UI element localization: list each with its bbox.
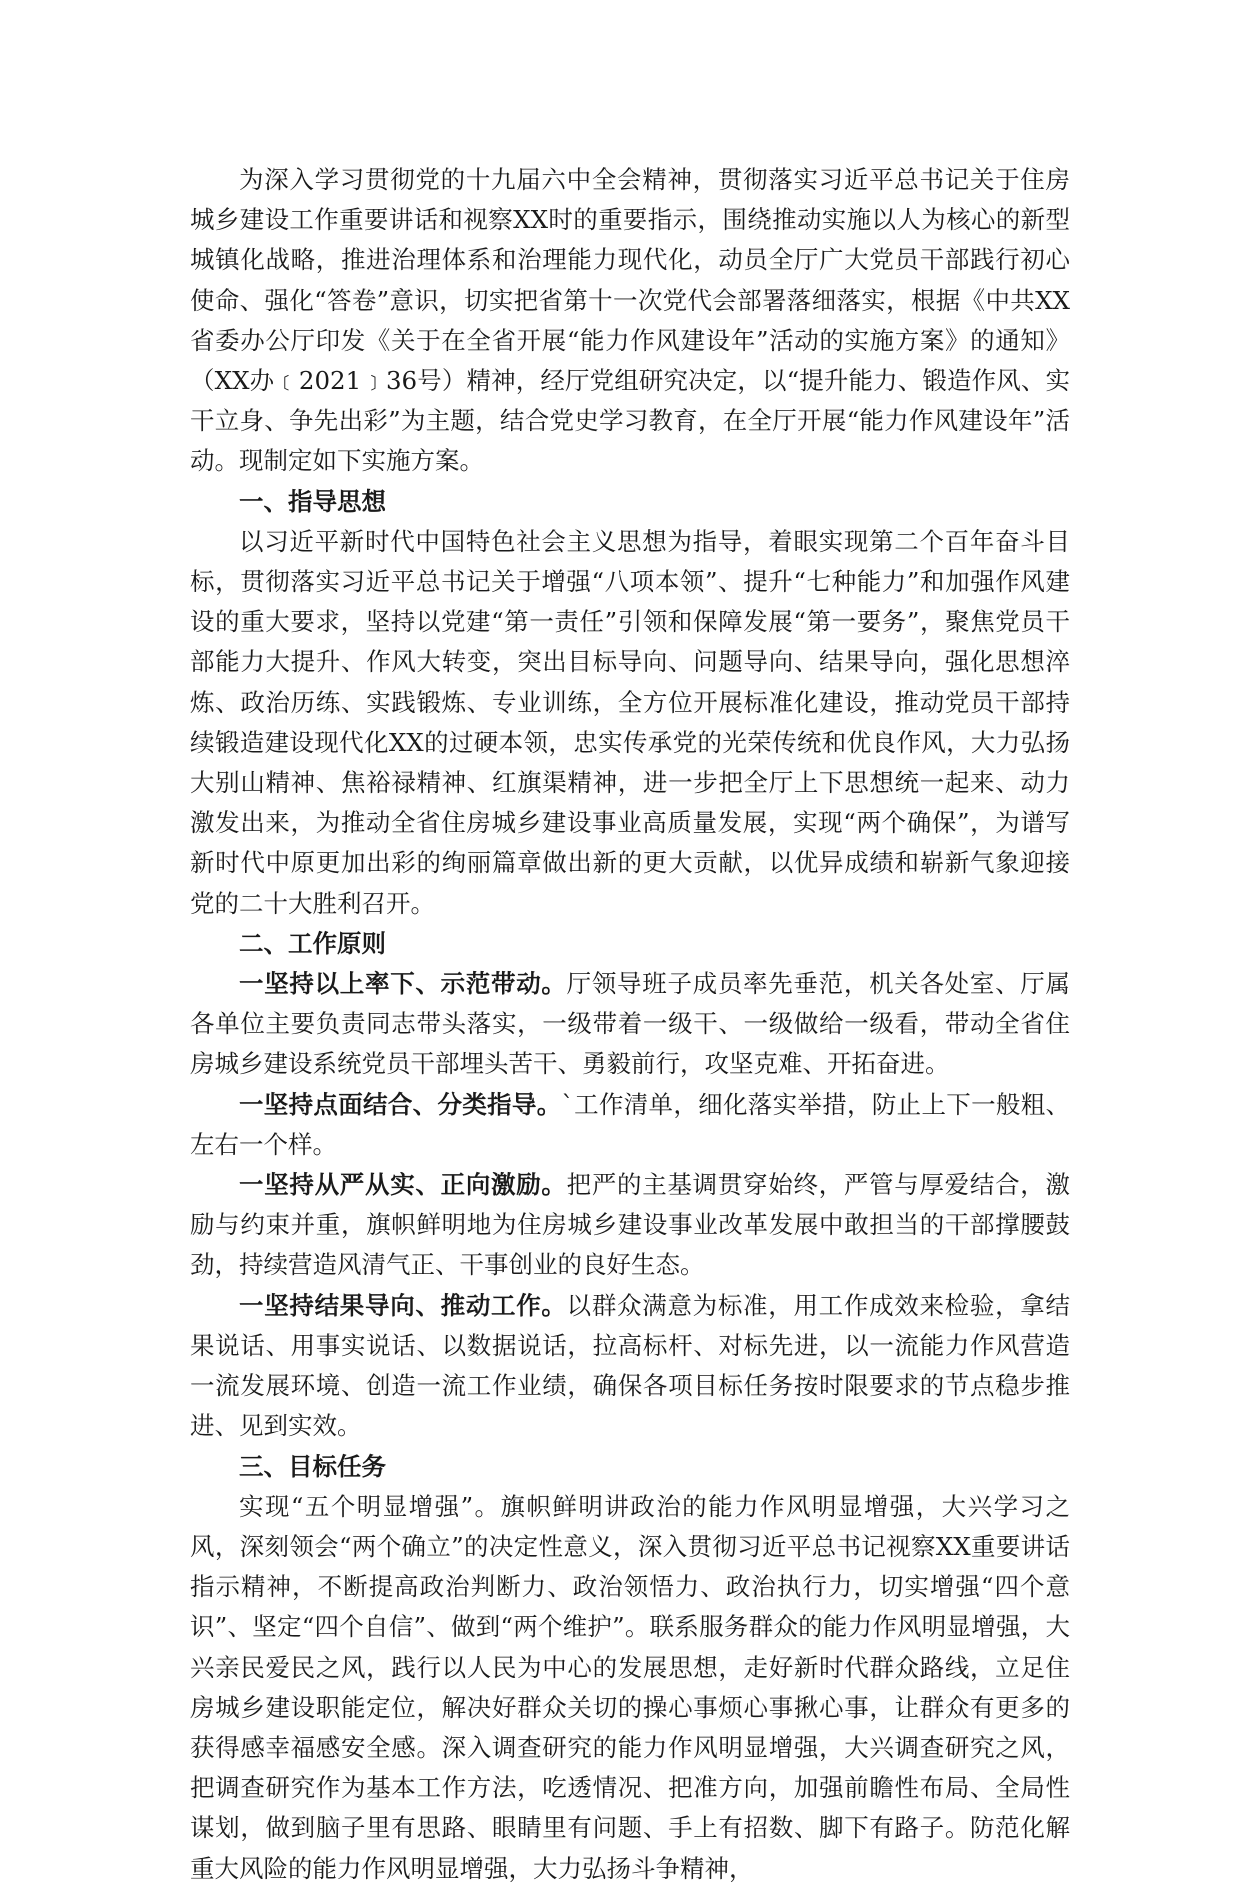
document-body — [190, 160, 1070, 1889]
principle-paragraph — [190, 1165, 1070, 1286]
goals-tasks-paragraph: 实现“五个明显增强”。旗帜鲜明讲政治的能力作风明显增强，大兴学习之风，深刻领会“两个确立”的决定性意义，深入贯彻习近平总书记视察XX重要讲话指示精神，不断提高政治判断力、政治领悟力、政治执行力，切实增强“四个意识”、坚定“四个自信”、做到“两个维护”。联系服务群众的能力作风明显增强，大兴亲民爱民之风，践行以人民为中心的发展思想，走好新时代群众路线，立足住房城乡建设职能定位，解决好群众关切的操心事烦心事揪心事，让群众有更多的获得感幸福感安全感。深入调查研究的能力作风明显增强，大兴调查研究之风，把调查研究作为基本工作方法，吃透情况、把准方向，加强前瞻性布局、全局性谋划，做到脑子里有思路、眼睛里有问题、手上有招数、脚下有路子。防范化解重大风险的能力作风明显增强，大力弘扬斗争精神， — [190, 1491, 1070, 1883]
principle-text: 以群众满意为标准，用工作成效来检验，拿结果说话、用事实说话、以数据说话，拉高标杆、对标先进，以一流能力作风营造一流发展环境、创造一流工作业绩，确保各项目标任务按时限要求的节点稳步推进、见到实效。 — [190, 1290, 1070, 1441]
intro-paragraph: 为深入学习贯彻党的十九届六中全会精神，贯彻落实习近平总书记关于住房城乡建设工作重要讲话和视察XX时的重要指示，围绕推动实施以人为核心的新型城镇化战略，推进治理体系和治理能力现代化，动员全厅广大党员干部践行初心使命、强化“答卷”意识，切实把省第十一次党代会部署落细落实，根据《中共XX省委办公厅印发《关于在全省开展“能力作风建设年”活动的实施方案》的通知》（XX办﹝2021﹞36号）精神，经厅党组研究决定，以“提升能力、锻造作风、实干立身、争先出彩”为主题，结合党史学习教育，在全厅开展“能力作风建设年”活动。现制定如下实施方案。 — [190, 165, 1070, 476]
principle-lead: 一坚持点面结合、分类指导。 — [239, 1089, 562, 1119]
section-heading-goals-tasks: 三、目标任务 — [239, 1451, 386, 1481]
principle-text: 把严的主基调贯穿始终，严管与厚爱结合，激励与约束并重，旗帜鲜明地为住房城乡建设事业改革发展中敢担当的干部撑腰鼓劲，持续营造风清气正、干事创业的良好生态。 — [190, 1170, 1070, 1280]
principle-text: 厅领导班子成员率先垂范，机关各处室、厅属各单位主要负责同志带头落实，一级带着一级干、一级做给一级看，带动全省住房城乡建设系统党员干部埋头苦干、勇毅前行，攻坚克难、开拓奋进。 — [190, 969, 1070, 1079]
principle-lead: 一坚持结果导向、推动工作。 — [239, 1290, 567, 1320]
principle-lead: 一坚持从严从实、正向激励。 — [239, 1170, 567, 1200]
section-heading-work-principles: 二、工作原则 — [239, 928, 386, 958]
principle-text: `工作清单，细化落实举措，防止上下一般粗、左右一个样。 — [190, 1089, 1071, 1159]
principle-paragraph — [190, 964, 1070, 1085]
guiding-ideology-paragraph: 以习近平新时代中国特色社会主义思想为指导，着眼实现第二个百年奋斗目标，贯彻落实习近平总书记关于增强“八项本领”、提升“七种能力”和加强作风建设的重大要求，坚持以党建“第一责任”引领和保障发展“第一要务”，聚焦党员干部能力大提升、作风大转变，突出目标导向、问题导向、结果导向，强化思想淬炼、政治历练、实践锻炼、专业训练，全方位开展标准化建设，推动党员干部持续锻造建设现代化XX的过硬本领，忠实传承党的光荣传统和优良作风，大力弘扬大别山精神、焦裕禄精神、红旗渠精神，进一步把全厅上下思想统一起来、动力激发出来，为推动全省住房城乡建设事业高质量发展，实现“两个确保”，为谱写新时代中原更加出彩的绚丽篇章做出新的更大贡献，以优异成绩和崭新气象迎接党的二十大胜利召开。 — [190, 526, 1070, 918]
principle-paragraph — [190, 1286, 1070, 1447]
principle-lead: 一坚持以上率下、示范带动。 — [239, 969, 567, 999]
principle-paragraph — [190, 1085, 1070, 1165]
section-heading-guiding-ideology: 一、指导思想 — [239, 486, 386, 516]
